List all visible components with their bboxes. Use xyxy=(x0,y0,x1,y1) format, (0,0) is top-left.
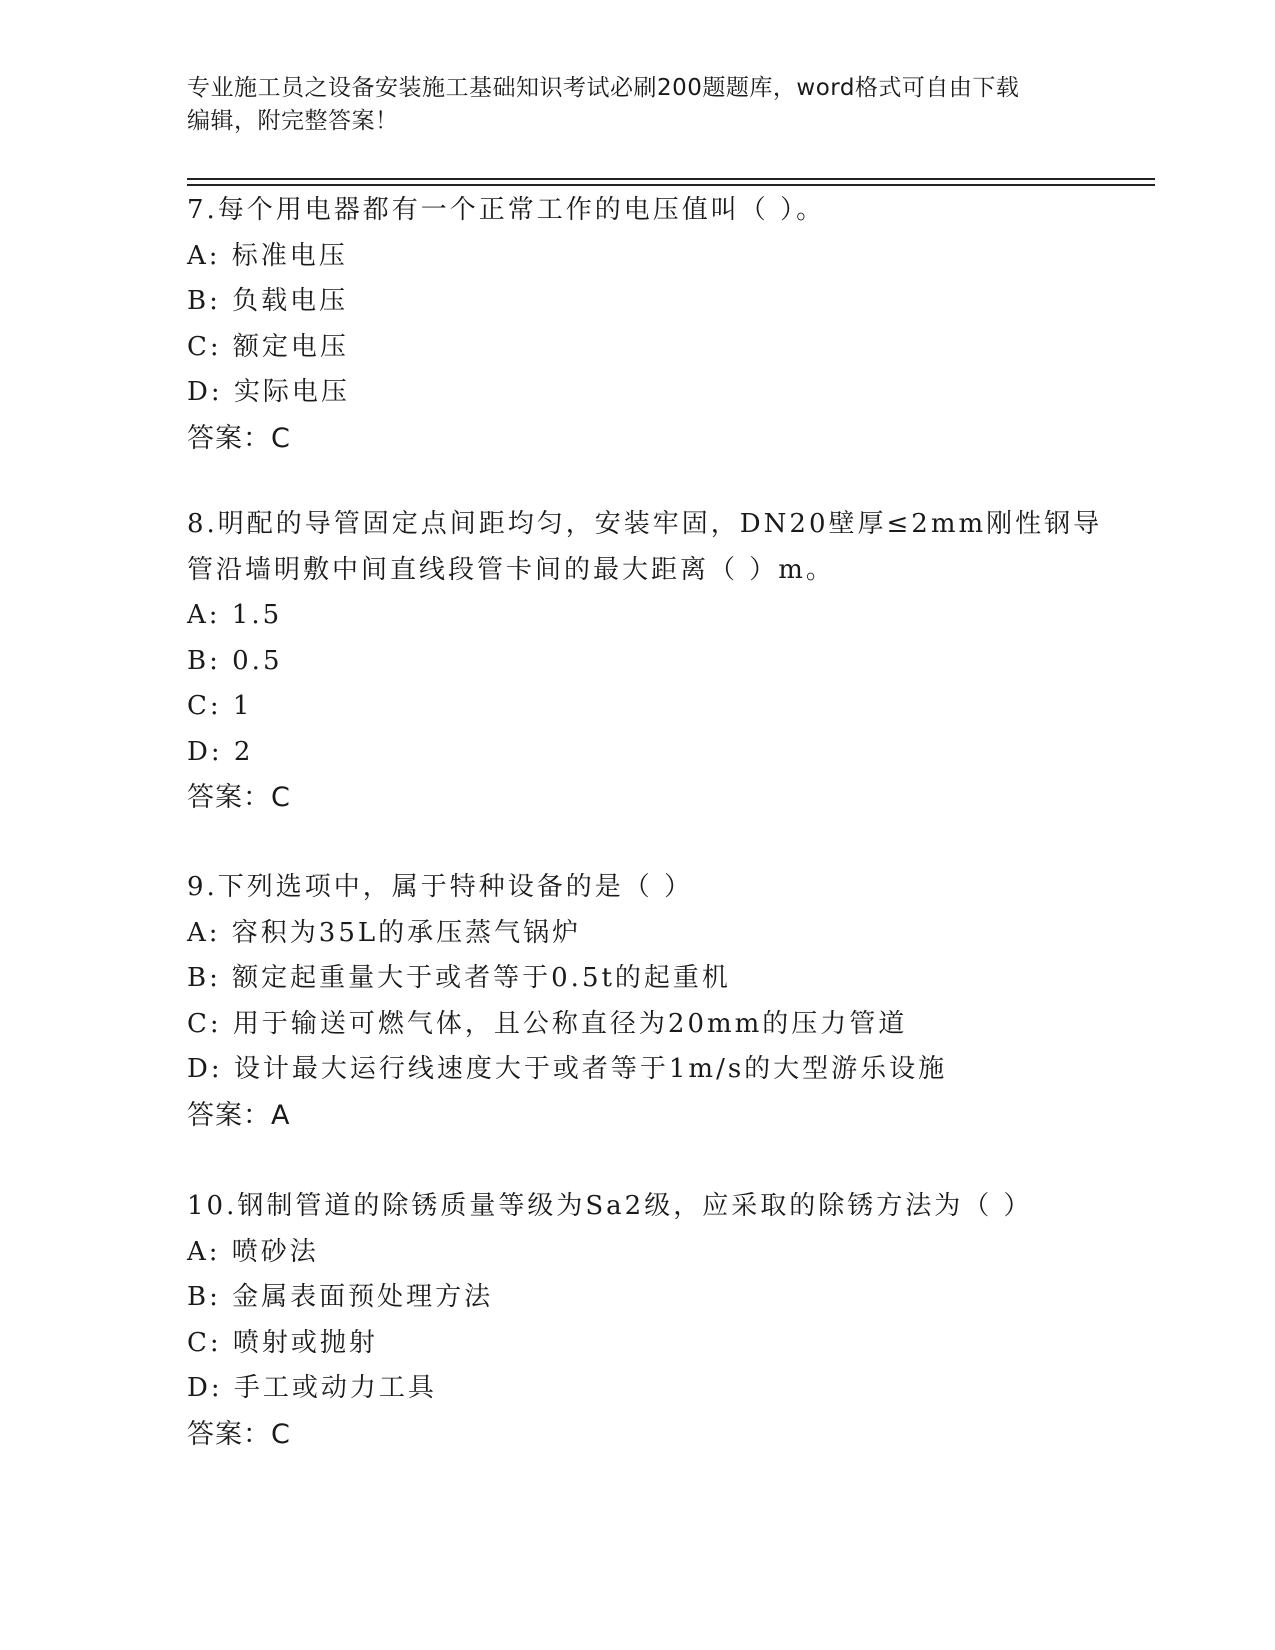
answer: 答案：C xyxy=(187,422,291,454)
option-d: D: 实际电压 xyxy=(187,377,350,407)
question-stem: 7.每个用电器都有一个正常工作的电压值叫（ ）。 xyxy=(187,195,826,225)
option-d: D: 手工或动力工具 xyxy=(187,1373,437,1403)
header-line-1: 专业施工员之设备安装施工基础知识考试必刷200题题库，word格式可自由下载 xyxy=(187,75,1020,101)
answer: 答案：C xyxy=(187,782,291,813)
option-d: D: 设计最大运行线速度大于或者等于1m/s的大型游乐设施 xyxy=(187,1054,948,1084)
question-8 xyxy=(187,502,1147,821)
option-b: B: 额定起重量大于或者等于0.5t的起重机 xyxy=(187,963,731,993)
option-c: C: 额定电压 xyxy=(187,331,349,362)
option-c: C: 用于输送可燃气体，且公称直径为20mm的压力管道 xyxy=(187,1008,908,1039)
option-b: B: 0.5 xyxy=(187,645,283,676)
option-c: C: 1 xyxy=(187,691,253,721)
option-a: A: 1.5 xyxy=(187,600,283,630)
option-a: A: 容积为35L的承压蒸气锅炉 xyxy=(187,917,582,948)
option-a: A: 标准电压 xyxy=(187,240,348,271)
question-10 xyxy=(187,1184,1147,1457)
question-stem-line-1: 8.明配的导管固定点间距均匀，安装牢固，DN20壁厚≤2mm刚性钢导 xyxy=(187,509,1103,539)
answer: 答案：C xyxy=(187,1418,291,1450)
answer: 答案：A xyxy=(187,1099,291,1131)
option-a: A: 喷砂法 xyxy=(187,1236,319,1267)
option-b: B: 负载电压 xyxy=(187,286,349,316)
document-header xyxy=(187,72,1087,138)
option-d: D: 2 xyxy=(187,736,254,767)
question-stem-line-2: 管沿墙明敷中间直线段管卡间的最大距离（ ）m。 xyxy=(187,554,835,585)
header-divider-bottom xyxy=(187,184,1155,186)
question-stem: 10.钢制管道的除锈质量等级为Sa2级，应采取的除锈方法为（ ） xyxy=(187,1191,1033,1221)
header-divider-top xyxy=(187,178,1155,180)
option-c: C: 喷射或抛射 xyxy=(187,1327,378,1358)
question-9 xyxy=(187,865,1147,1138)
option-b: B: 金属表面预处理方法 xyxy=(187,1282,494,1312)
question-stem: 9.下列选项中，属于特种设备的是（ ） xyxy=(187,872,694,902)
question-7 xyxy=(187,188,1147,461)
header-line-2: 编辑，附完整答案！ xyxy=(187,108,399,134)
